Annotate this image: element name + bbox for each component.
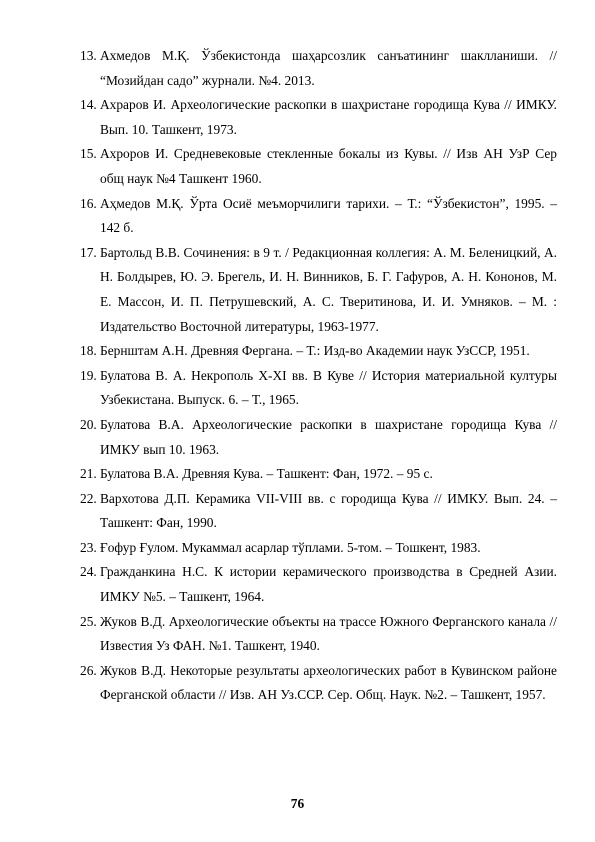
- reference-text: Жуков В.Д. Некоторые результаты археологических работ в Кувинском районе Ферганской области // Изв. АН Уз.ССР. Сер. Общ. Наук. №2. – Ташкент, 1957.: [100, 662, 557, 703]
- reference-item: [80, 560, 557, 609]
- page-number: 76: [290, 796, 305, 811]
- reference-list: [80, 44, 557, 708]
- reference-text: Булатова В.А. Археологические раскопки в шахристане городища Кува // ИМКУ вып 10. 1963.: [100, 416, 557, 457]
- reference-number: 20.: [80, 416, 97, 432]
- reference-item: [80, 364, 557, 413]
- reference-number: 15.: [80, 146, 97, 162]
- reference-number: 16.: [80, 195, 97, 211]
- reference-text: Ахмедов М.Қ. Ўзбекистонда шаҳарсозлик санъатининг шаклланиши. // “Мозийдан садо” журнали. №4. 2013.: [100, 48, 557, 88]
- reference-item: [80, 413, 557, 462]
- reference-number: 17.: [80, 244, 97, 260]
- reference-item: [80, 536, 557, 561]
- reference-text: Вархотова Д.П. Керамика VII-VIII вв. с городища Кува // ИМКУ. Вып. 24. – Ташкент: Фан, 1990.: [100, 490, 557, 531]
- reference-number: 22.: [80, 490, 97, 506]
- reference-item: [80, 462, 557, 487]
- reference-text: Булатова В. А. Некрополь X-XI вв. В Куве // История материальной културы Узбекистана. Выпуск. 6. – Т., 1965.: [100, 367, 557, 408]
- reference-item: [80, 44, 557, 93]
- reference-text: Ахраров И. Археологические раскопки в шаҳристане городища Кува // ИМКУ. Вып. 10. Ташкент, 1973.: [100, 97, 557, 137]
- reference-number: 25.: [80, 613, 97, 629]
- reference-text: Бартольд В.В. Сочинения: в 9 т. / Редакционная коллегия: А. М. Беленицкий, А. Н. Болдырев, Ю. Э. Брегель, И. Н. Винников, Б. Г. Гафуров, А. Н. Кононов, М. Е. Массон, И. П. Петрушевский, А. С. Тверитинова, И. И. Умняков. – М. : Издательство Восточной литературы, 1963-1977.: [100, 244, 557, 334]
- reference-number: 23.: [80, 539, 97, 555]
- reference-text: Жуков В.Д. Археологические объекты на трассе Южного Ферганского канала // Известия Уз ФАН. №1. Ташкент, 1940.: [100, 613, 557, 654]
- reference-item: [80, 192, 557, 241]
- reference-text: Ахроров И. Средневековые стекленные бокалы из Кувы. // Изв АН УзР Сер общ наук №4 Ташкент 1960.: [100, 146, 557, 186]
- reference-text: Ғофур Ғулом. Мукаммал асарлар тўплами. 5-том. – Тошкент, 1983.: [100, 539, 481, 555]
- reference-text: Гражданкина Н.С. К истории керамического производства в Средней Азии. ИМКУ №5. – Ташкент, 1964.: [100, 564, 557, 605]
- reference-number: 18.: [80, 343, 97, 359]
- reference-item: [80, 241, 557, 339]
- reference-number: 26.: [80, 662, 97, 678]
- reference-item: [80, 659, 557, 708]
- reference-item: [80, 610, 557, 659]
- reference-item: [80, 93, 557, 142]
- reference-item: [80, 339, 557, 364]
- reference-item: [80, 142, 557, 191]
- reference-number: 14.: [80, 97, 97, 113]
- reference-item: [80, 487, 557, 536]
- reference-number: 21.: [80, 466, 97, 482]
- reference-number: 19.: [80, 367, 97, 383]
- reference-number: 24.: [80, 564, 97, 580]
- reference-text: Аҳмедов М.Қ. Ўрта Осиё меъморчилиги тарихи. – Т.: “Ўзбекистон”, 1995. – 142 б.: [100, 195, 557, 236]
- reference-number: 13.: [80, 48, 97, 63]
- reference-text: Булатова В.А. Древняя Кува. – Ташкент: Фан, 1972. – 95 с.: [100, 466, 433, 482]
- reference-text: Бернштам А.Н. Древняя Фергана. – Т.: Изд-во Академии наук УзССР, 1951.: [100, 343, 530, 359]
